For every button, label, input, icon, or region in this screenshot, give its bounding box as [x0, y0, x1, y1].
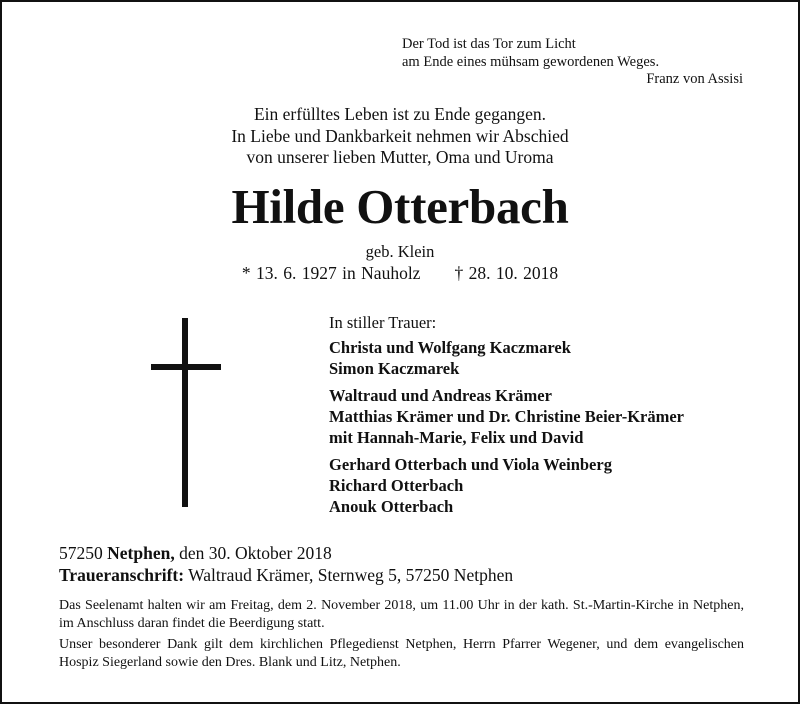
notes: [59, 597, 744, 671]
mourner-group: [329, 385, 684, 448]
place-date-line: [59, 543, 513, 565]
mourner-line: Waltraud und Andreas Krämer: [329, 386, 552, 405]
quote-line: am Ende eines mühsam gewordenen Weges.: [402, 54, 660, 70]
intro-line: Ein erfülltes Leben ist zu Ende gegangen.: [253, 104, 547, 124]
service-note: Das Seelenamt halten wir am Freitag, dem 2. November 2018, um 11.00 Uhr in der kath. St.-Martin-Kirche in Netphen, im Anschluss daran findet die Beerdigung statt.: [59, 598, 744, 631]
address-label: Traueranschrift:: [59, 564, 185, 585]
death-date: † 28. 10. 2018: [454, 263, 559, 283]
epigraph-quote: [402, 35, 659, 71]
mourner-line: Simon Kaczmarek: [329, 359, 460, 378]
thanks-note: Unser besonderer Dank gilt dem kirchlichen Pflegedienst Netphen, Herrn Pfarrer Wegener, und dem evangelischen Hospiz Siegerland sowie den Dres. Blank und Litz, Netphen.: [59, 637, 744, 670]
mourner-line: Matthias Krämer und Dr. Christine Beier-Krämer: [329, 407, 684, 426]
mourner-line: Gerhard Otterbach und Viola Weinberg: [329, 455, 612, 474]
intro-text: [0, 104, 800, 169]
town: Netphen,: [107, 543, 175, 563]
quote-author: Franz von Assisi: [646, 71, 743, 87]
postcode: 57250: [59, 543, 103, 563]
birth-date: * 13. 6. 1927 in Nauholz: [241, 263, 421, 283]
quote-line: Der Tod ist das Tor zum Licht: [402, 36, 576, 52]
mourner-group: [329, 454, 684, 517]
deceased-name: Hilde Otterbach: [231, 179, 569, 234]
mourner-line: Anouk Otterbach: [329, 497, 454, 516]
intro-line: In Liebe und Dankbarkeit nehmen wir Abschied: [231, 125, 569, 146]
maiden-name: geb. Klein: [365, 242, 435, 261]
mourner-group: [329, 337, 684, 379]
mourning-address: Waltraud Krämer, Sternweg 5, 57250 Netphen: [188, 564, 514, 585]
notice-date: den 30. Oktober 2018: [179, 543, 332, 563]
mourner-line: mit Hannah-Marie, Felix und David: [329, 428, 584, 447]
intro-line: von unserer lieben Mutter, Oma und Uroma: [246, 147, 554, 167]
place-and-date: [59, 543, 513, 586]
mourner-line: Richard Otterbach: [329, 476, 464, 495]
life-dates: [0, 263, 800, 284]
mourner-line: Christa und Wolfgang Kaczmarek: [329, 338, 571, 357]
mourners-list: [329, 312, 684, 517]
mourners-label: In stiller Trauer:: [329, 313, 437, 332]
address-line: [59, 565, 513, 587]
